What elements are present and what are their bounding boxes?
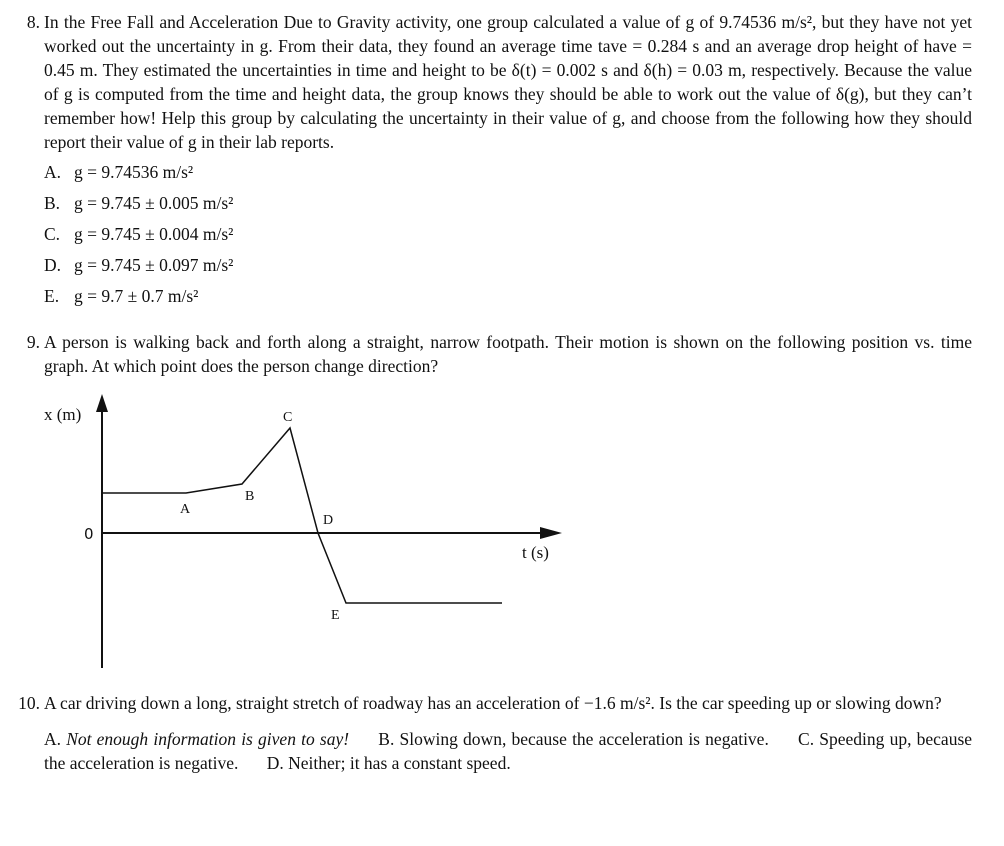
option-letter: B.	[378, 729, 395, 749]
option-text: Speeding up, because the acceleration is negative.	[44, 729, 973, 773]
option-letter: A.	[44, 729, 62, 749]
point-label-c: C	[283, 410, 293, 425]
question-8	[26, 10, 972, 315]
option-text: g = 9.7 ± 0.7 m/s²	[74, 286, 199, 306]
question-number: 8.	[26, 12, 40, 32]
question-9	[26, 330, 972, 378]
option-text: Slowing down, because the acceleration is negative.	[399, 729, 769, 749]
y-axis-label: x (m)	[44, 405, 82, 424]
y-axis-arrowhead	[96, 394, 108, 412]
option-d[interactable]	[267, 753, 511, 773]
option-letter: D.	[44, 255, 62, 275]
option-letter: E.	[44, 286, 60, 306]
option-text: g = 9.745 ± 0.004 m/s²	[74, 224, 234, 244]
option-text: g = 9.74536 m/s²	[74, 162, 194, 182]
point-label-d: D	[323, 513, 334, 528]
position-curve	[102, 428, 502, 603]
question-stem: A person is walking back and forth along a straight, narrow footpath. Their motion is shown on the following position vs. time graph. At which point does the person change direction?	[44, 332, 972, 376]
option-a[interactable]	[44, 160, 972, 191]
option-text: Not enough information is given to say!	[66, 729, 350, 749]
option-d[interactable]	[44, 253, 972, 284]
option-text: g = 9.745 ± 0.097 m/s²	[74, 255, 234, 275]
point-label-e: E	[331, 608, 340, 623]
question-stem: A car driving down a long, straight stretch of roadway has an acceleration of −1.6 m/s². Is the car speeding up or slowing down?	[44, 693, 942, 713]
x-axis-arrowhead	[540, 527, 562, 539]
option-b[interactable]	[44, 191, 972, 222]
position-time-graph	[0, 390, 600, 680]
answer-options	[44, 727, 972, 775]
point-label-a: A	[180, 502, 191, 517]
question-stem: In the Free Fall and Acceleration Due to Gravity activity, one group calculated a value of g of 9.74536 m/s², but they have not yet worked out the uncertainty in g. From their data, they found an average time tave = 0.284 s and an average drop height of have = 0.45 m. They estimated the uncertainties in time and height to be δ(t) = 0.002 s and δ(h) = 0.03 m, respectively. Because the value of g is computed from the time and height data, the group knows they should be able to work out the value of δ(g), but they can’t remember how! Help this group by calculating the uncertainty in their value of g, and choose from the following how they should report their value of g in their lab reports.	[44, 12, 972, 152]
answer-options	[44, 160, 972, 315]
option-text: g = 9.745 ± 0.005 m/s²	[74, 193, 234, 213]
x-axis-label: t (s)	[522, 543, 549, 562]
point-label-b: B	[245, 489, 255, 504]
option-a[interactable]	[44, 729, 349, 749]
option-letter: A.	[44, 162, 62, 182]
question-number: 10.	[18, 693, 40, 713]
option-c[interactable]	[44, 222, 972, 253]
origin-label: 0	[84, 525, 94, 543]
option-letter: D.	[266, 753, 284, 773]
option-e[interactable]	[44, 284, 972, 315]
question-10	[18, 691, 973, 775]
question-number: 9.	[26, 332, 40, 352]
option-letter: B.	[44, 193, 61, 213]
option-b[interactable]	[378, 729, 769, 749]
option-letter: C.	[798, 729, 815, 749]
option-letter: C.	[44, 224, 61, 244]
option-text: Neither; it has a constant speed.	[288, 753, 511, 773]
